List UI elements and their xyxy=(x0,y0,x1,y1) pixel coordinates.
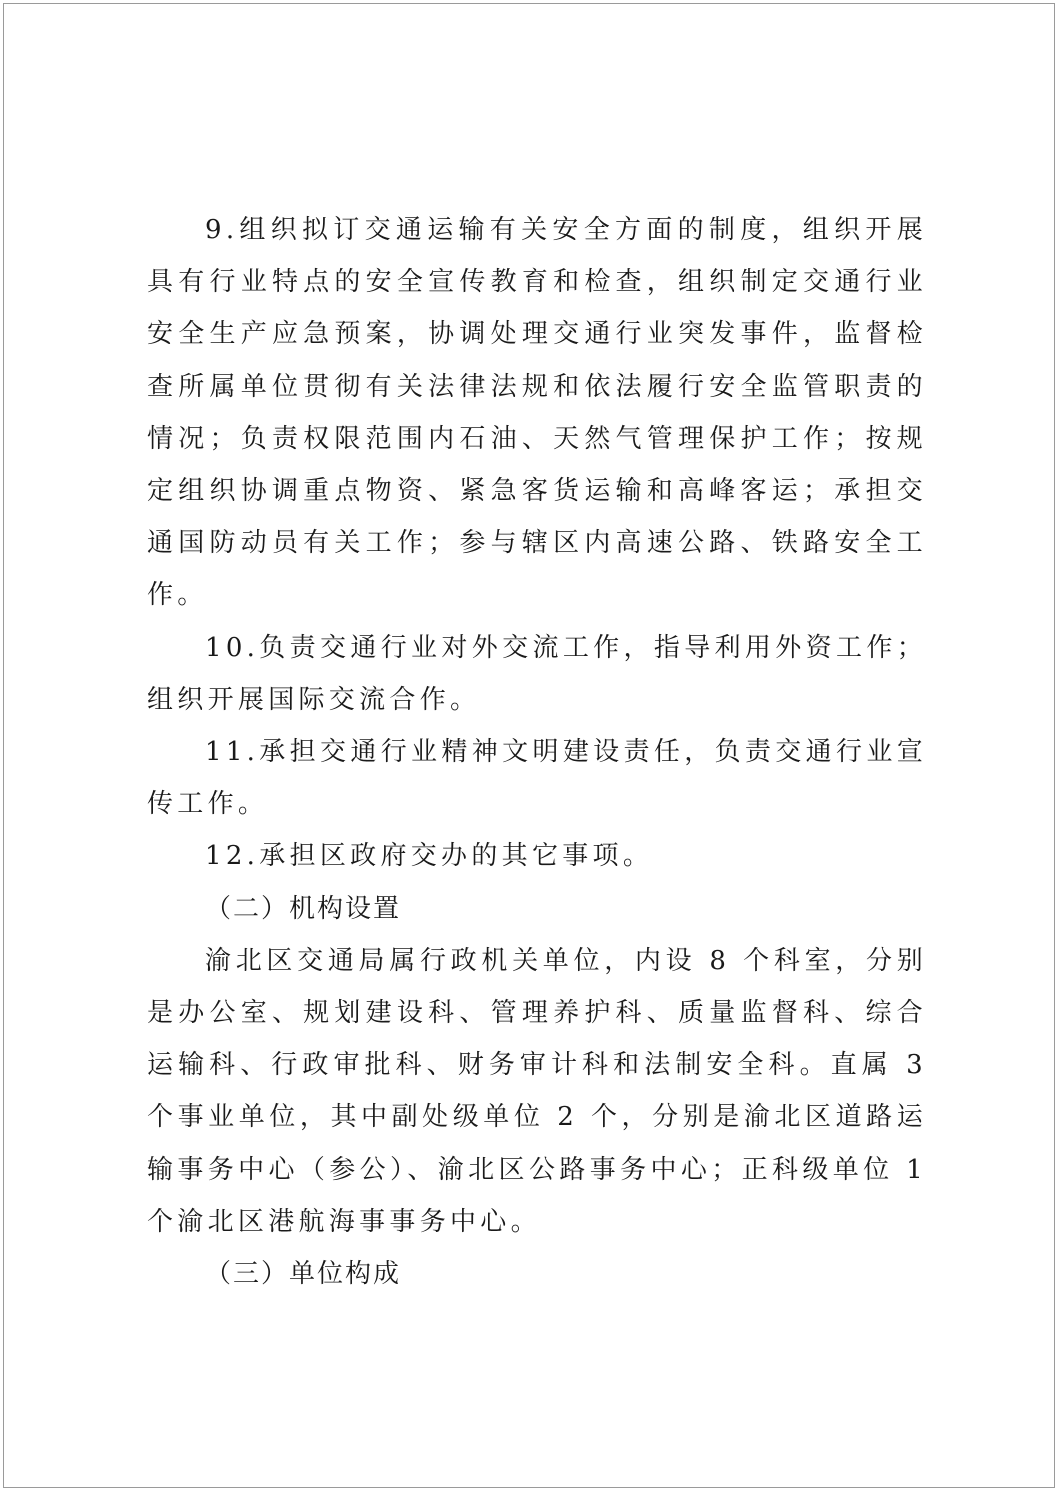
paragraph-item-11: 11.承担交通行业精神文明建设责任，负责交通行业宣传工作。 xyxy=(147,737,927,820)
paragraph-item-12: 12.承担区政府交办的其它事项。 xyxy=(205,841,654,872)
paragraph-item-10: 10.负责交通行业对外交流工作，指导利用外资工作；组织开展国际交流合作。 xyxy=(147,632,927,715)
section-heading-organization: （二）机构设置 xyxy=(205,893,402,924)
document-page xyxy=(3,3,1055,1488)
document-body xyxy=(147,204,927,1300)
paragraph-organization-body: 渝北区交通局属行政机关单位，内设 8 个科室，分别是办公室、规划建设科、管理养护科、质量监督科、综合运输科、行政审批科、财务审计科和法制安全科。直属 3 个事业单位，其中副处级单位 2 个，分别是渝北区道路运输事务中心（参公）、渝北区公路事务中心；正科级单位 1 个渝北区港航海事事务中心。 xyxy=(147,945,927,1237)
paragraph-item-9: 9.组织拟订交通运输有关安全方面的制度，组织开展具有行业特点的安全宣传教育和检查，组织制定交通行业安全生产应急预案，协调处理交通行业突发事件，监督检查所属单位贯彻有关法律法规和依法履行安全监管职责的情况；负责权限范围内石油、天然气管理保护工作；按规定组织协调重点物资、紧急客货运输和高峰客运；承担交通国防动员有关工作；参与辖区内高速公路、铁路安全工作。 xyxy=(147,215,927,611)
section-heading-unit-composition: （三）单位构成 xyxy=(205,1259,402,1290)
